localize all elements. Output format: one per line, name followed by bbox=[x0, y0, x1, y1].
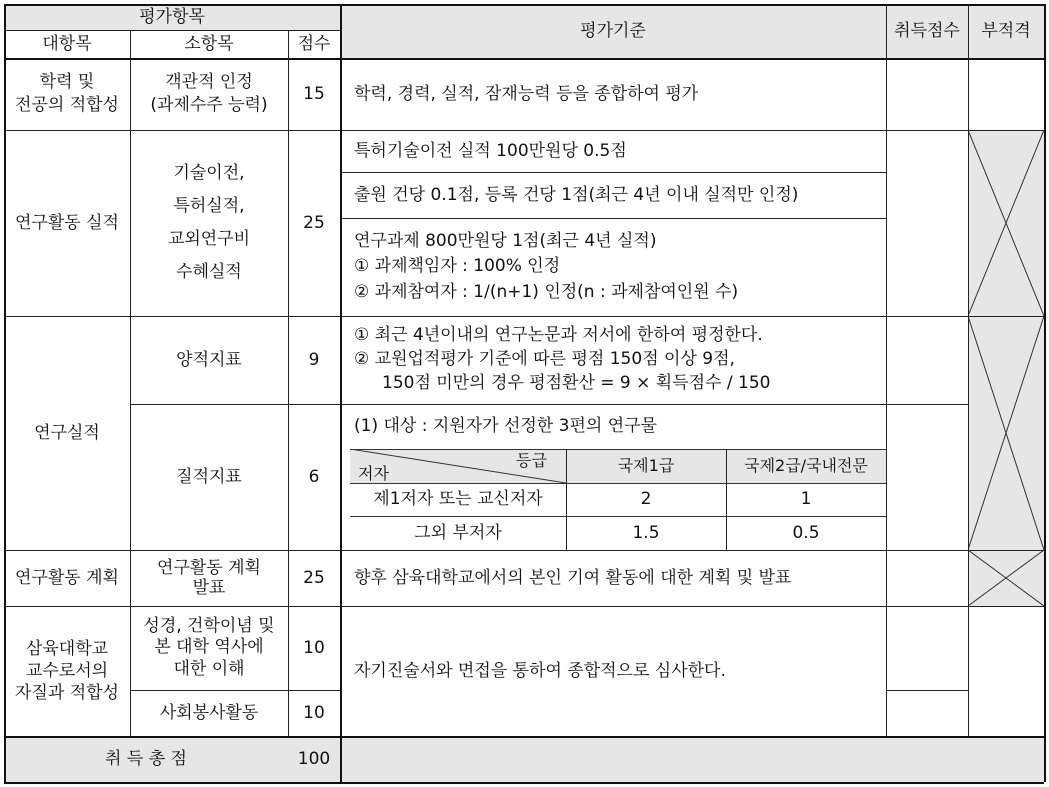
quant-criteria: ① 최근 4년이내의 연구논문과 저서에 한하여 평정한다. ② 교원업적평가 기준에 따른 평점 150점 이상 9점, 150점 미만의 경우 평점환산 = 9 × 획득점수 / 150 bbox=[354, 325, 771, 393]
qual-row2-v1: 1.5 bbox=[632, 522, 660, 543]
quant-score: 9 bbox=[308, 349, 320, 370]
evaluation-table bbox=[4, 4, 1044, 782]
suitability-criteria: 자기진술서와 면접을 통하여 종합적으로 심사한다. bbox=[354, 660, 726, 681]
header-criteria: 평가기준 bbox=[580, 20, 646, 41]
research-activity-minor: 기술이전, 특허실적, 교외연구비 수혜실적 bbox=[167, 162, 251, 283]
plan-score: 25 bbox=[303, 567, 325, 588]
header-fail: 부적격 bbox=[981, 20, 1031, 41]
qual-row1-label: 제1저자 또는 교신저자 bbox=[373, 489, 543, 510]
education-minor: 객관적 인정 (과제수주 능력) bbox=[150, 72, 268, 115]
header-obtained: 취득점수 bbox=[894, 20, 960, 41]
plan-minor: 연구활동 계획 발표 bbox=[157, 557, 261, 598]
qual-corner-grade: 등급 bbox=[516, 451, 547, 471]
qual-row2-v2: 0.5 bbox=[792, 522, 820, 543]
header-major: 대항목 bbox=[42, 33, 92, 54]
qual-score: 6 bbox=[308, 466, 320, 487]
education-criteria: 학력, 경력, 실적, 잠재능력 등을 종합하여 평가 bbox=[354, 83, 699, 104]
suitability-score-2: 10 bbox=[303, 702, 325, 723]
header-group-title: 평가항목 bbox=[139, 6, 205, 27]
education-major: 학력 및 전공의 적합성 bbox=[15, 72, 119, 115]
qual-criteria-title: (1) 대상 : 지원자가 선정한 3편의 연구물 bbox=[354, 416, 657, 437]
education-score: 15 bbox=[303, 83, 325, 104]
plan-major: 연구활동 계획 bbox=[15, 567, 119, 588]
research-activity-criteria-3: 연구과제 800만원당 1점(최근 4년 실적) ① 과제책임자 : 100% 인정 ② 과제참여자 : 1/(n+1) 인정(n : 과제참여인원 수) bbox=[354, 230, 739, 302]
total-label: 취 득 총 점 bbox=[105, 748, 187, 769]
research-activity-score: 25 bbox=[303, 212, 325, 233]
total-score: 100 bbox=[297, 748, 331, 769]
qual-row2-label: 그외 부저자 bbox=[414, 522, 502, 543]
fail-na-box-research-activity bbox=[968, 130, 1044, 316]
qual-col1-header: 국제1급 bbox=[617, 456, 675, 476]
research-activity-criteria-1: 특허기술이전 실적 100만원당 0.5점 bbox=[354, 140, 627, 161]
research-results-major: 연구실적 bbox=[34, 422, 100, 443]
suitability-minor-2: 사회봉사활동 bbox=[159, 702, 259, 723]
quant-minor: 양적지표 bbox=[176, 349, 242, 370]
suitability-score-1: 10 bbox=[303, 637, 325, 658]
plan-criteria: 향후 삼육대학교에서의 본인 기여 활동에 대한 계획 및 발표 bbox=[354, 567, 792, 588]
suitability-major: 삼육대학교 교수로서의 자질과 적합성 bbox=[15, 638, 119, 704]
qual-row1-v1: 2 bbox=[640, 489, 652, 510]
qual-corner-author: 저자 bbox=[358, 464, 389, 484]
research-activity-major: 연구활동 실적 bbox=[15, 212, 119, 233]
header-score: 점수 bbox=[297, 33, 331, 54]
suitability-minor-1: 성경, 건학이념 및 본 대학 역사에 대한 이해 bbox=[143, 616, 275, 679]
research-activity-criteria-2: 출원 건당 0.1점, 등록 건당 1점(최근 4년 이내 실적만 인정) bbox=[354, 184, 799, 205]
qual-col2-header: 국제2급/국내전문 bbox=[744, 456, 868, 476]
qual-row1-v2: 1 bbox=[800, 489, 812, 510]
fail-na-box-plan bbox=[968, 550, 1044, 606]
fail-na-box-research-results bbox=[968, 316, 1044, 550]
header-minor: 소항목 bbox=[184, 33, 234, 54]
qual-minor: 질적지표 bbox=[176, 466, 242, 487]
